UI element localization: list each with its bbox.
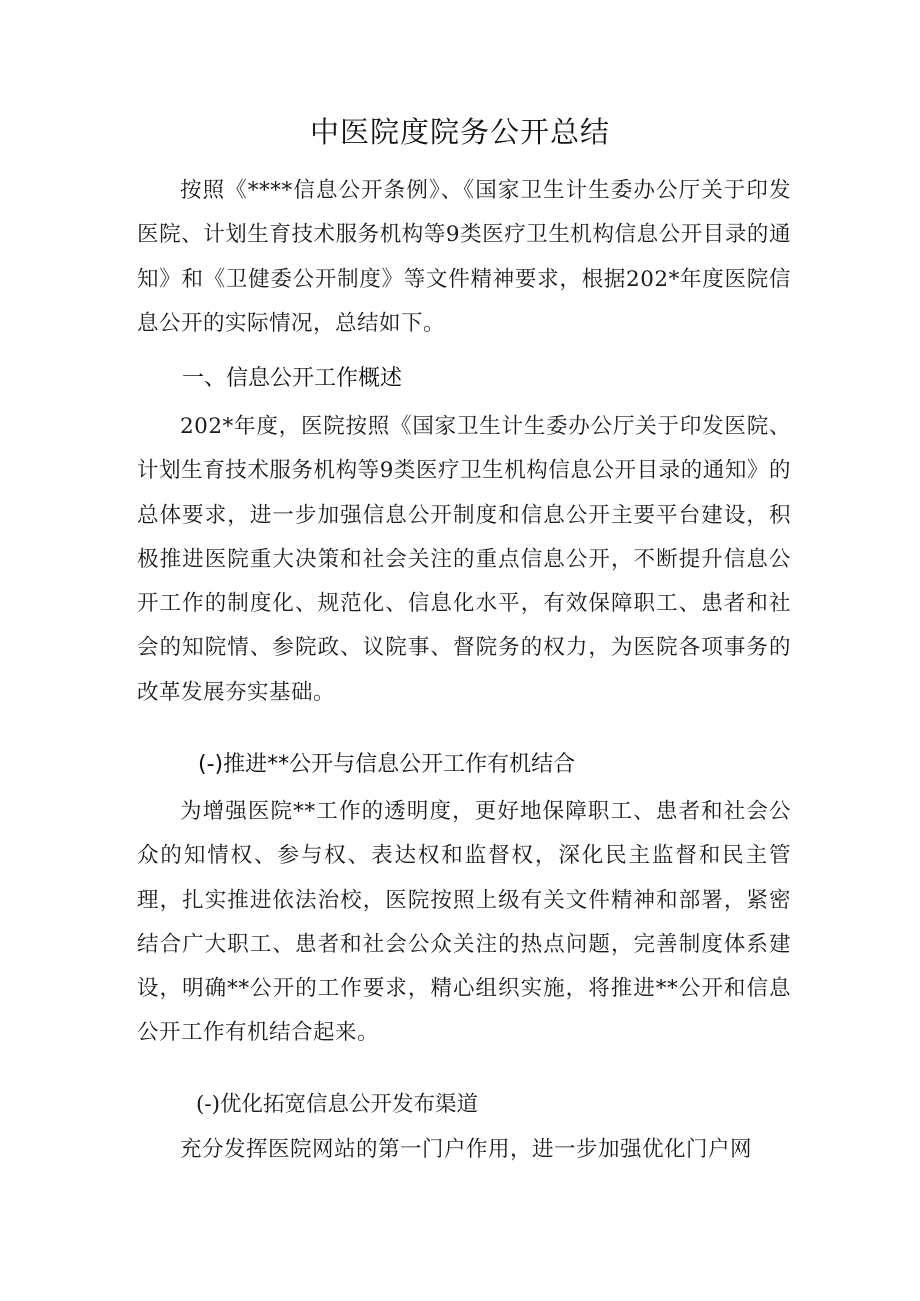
section-1-paragraph: 202*年度，医院按照《国家卫生计生委办公厅关于印发医院、计划生育技术服务机构等9类医疗卫生机构信息公开目录的通知》的总体要求，进一步加强信息公开制度和信息公开主要平台建设，积极推进医院重大决策和社会关注的重点信息公开，不断提升信息公开工作的制度化、规范化、信息化水平，有效保障职工、患者和社会的知院情、参院政、议院事、督院务的权力，为医院各项事务的改革发展夯实基础。 (137, 414, 791, 705)
section-1-body (137, 405, 791, 715)
subsection-2-body (137, 1128, 791, 1172)
subsection-1-paragraph: 为增强医院**工作的透明度，更好地保障职工、患者和社会公众的知情权、参与权、表达权和监督权，深化民主监督和民主管理，扎实推进依法治校，医院按照上级有关文件精神和部署，紧密结合广大职工、患者和社会公众关注的热点问题，完善制度体系建设，明确**公开的工作要求，精心组织实施，将推进**公开和信息公开工作有机结合起来。 (137, 799, 791, 1046)
subsection-1-heading: (-)推进**公开与信息公开工作有机结合 (198, 752, 576, 777)
subsection-2-heading: (-)优化拓宽信息公开发布渠道 (196, 1092, 479, 1117)
section-1-heading: 一、信息公开工作概述 (182, 366, 403, 391)
subsection-1-body (137, 790, 791, 1056)
intro-section (137, 169, 791, 346)
document-title: 中医院度院务公开总结 (309, 115, 610, 149)
subsection-2-paragraph: 充分发挥医院网站的第一门户作用，进一步加强优化门户网 (180, 1137, 753, 1162)
intro-paragraph: 按照《****信息公开条例》、《国家卫生计生委办公厅关于印发医院、计划生育技术服务机构等9类医疗卫生机构信息公开目录的通知》和《卫健委公开制度》等文件精神要求，根据202*年度医院信息公开的实际情况，总结如下。 (137, 178, 791, 336)
